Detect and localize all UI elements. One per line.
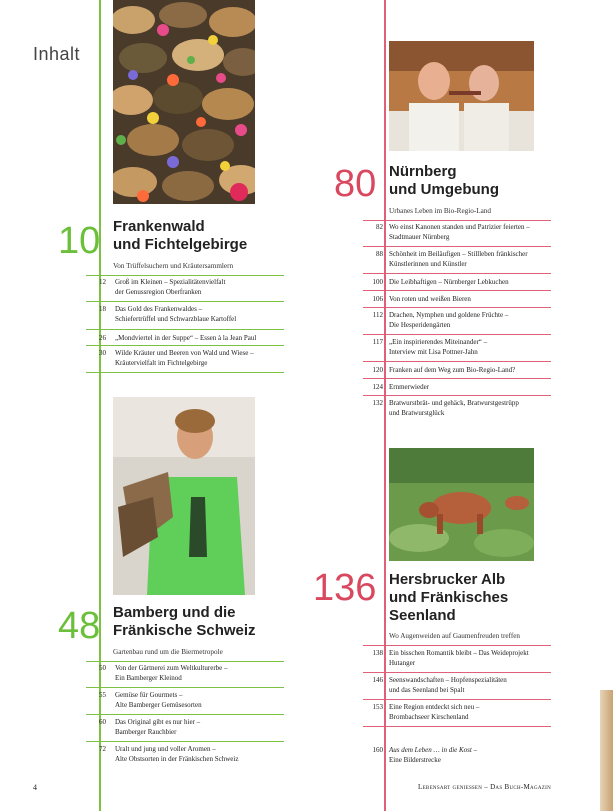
list-item: 124 Ernmerwieder xyxy=(372,383,430,391)
list-item: 138 Ein bisschen Romantik bleibt – Das Weideprojekt Hutanger xyxy=(372,649,529,667)
page-edge-decoration xyxy=(600,690,613,811)
divider xyxy=(363,290,551,291)
divider xyxy=(363,361,551,362)
list-item: 132 Bratwurstbrät- und gehäck, Bratwurstgestrüpp und Bratwurstglück xyxy=(372,399,519,417)
divider xyxy=(363,672,551,673)
section-number: 48 xyxy=(58,605,101,647)
section-subtitle: Gartenbau rund um die Biermetropole xyxy=(113,648,223,656)
section-number: 80 xyxy=(334,163,377,205)
divider xyxy=(363,726,551,727)
section-heading: Nürnberg und Umgebung xyxy=(389,163,499,198)
divider xyxy=(86,329,284,330)
divider xyxy=(86,687,284,688)
list-item: 30 Wilde Kräuter und Beeren von Wald und Wiese – Kräutervielfalt im Fichtelgebirge xyxy=(99,349,254,367)
list-item: 100 Die Leibhaftigen – Nürnberger Lebkuchen xyxy=(372,278,509,286)
divider xyxy=(363,699,551,700)
section-heading: Hersbrucker Alb und Fränkisches Seenland xyxy=(389,571,509,624)
photo-man-with-herbs xyxy=(113,397,255,595)
section-subtitle: Urbanes Leben im Bio-Regio-Land xyxy=(389,207,491,215)
list-item: 18 Das Gold des Frankenwaldes – Schiefertrüffel und Schwarzblaue Kartoffel xyxy=(99,305,237,323)
page-number: 4 xyxy=(33,783,37,792)
list-item: 153 Eine Region entdeckt sich neu – Brombachseer Kirschenland xyxy=(372,703,480,721)
column-divider-green xyxy=(99,0,101,811)
divider xyxy=(86,275,284,276)
list-item: 88 Schönheit im Beiläufigen – Stillleben fränkischer Künstlerinnen und Künstler xyxy=(376,250,528,268)
page-title: Inhalt xyxy=(33,44,81,64)
list-item: 60 Das Original gibt es nur hier – Bamberger Rauchbier xyxy=(99,718,201,736)
list-item: 55 Gemüse für Gourmets – Alte Bamberger Gemüsesorten xyxy=(99,691,202,709)
divider xyxy=(363,307,551,308)
list-item: 117 „Ein inspirierendes Miteinander“ – Interview mit Lisa Pottner-Jahn xyxy=(372,338,488,356)
section-subtitle: Von Trüffelsuchern und Kräutersammlern xyxy=(113,262,234,270)
divider xyxy=(86,714,284,715)
divider xyxy=(363,334,551,335)
list-item: 106 Von roten und weißen Bieren xyxy=(372,295,471,303)
divider xyxy=(86,661,284,662)
list-item: 112 Drachen, Nymphen und goldene Früchte – Die Hesperidengärten xyxy=(372,311,509,329)
divider xyxy=(363,273,551,274)
list-item: 160 Aus dem Leben … in die Kost – Eine Bilderstrecke xyxy=(372,746,478,764)
divider xyxy=(86,372,284,373)
section-subtitle: Wo Augenweiden auf Gaumenfreuden treffen xyxy=(389,632,521,640)
photo-cattle-on-pasture xyxy=(389,448,534,561)
photo-canapes-with-flowers xyxy=(113,0,255,204)
section-number: 136 xyxy=(313,567,377,609)
section-heading: Frankenwald und Fichtelgebirge xyxy=(113,218,248,253)
list-item: 146 Seenswandschaften – Hopfenspezialitäten und das Seenland bei Spalt xyxy=(372,676,507,694)
divider xyxy=(363,246,551,247)
section-number: 10 xyxy=(58,220,101,262)
divider xyxy=(86,741,284,742)
list-item: 50 Von der Gärtnerei zum Weltkulturerbe – Ein Bamberger Kleinod xyxy=(99,664,228,682)
section-heading: Bamberg und die Fränkische Schweiz xyxy=(113,604,256,639)
divider xyxy=(363,395,551,396)
divider xyxy=(86,301,284,302)
list-item: 12 Groß im Kleinen – Spezialitätenvielfalt der Genussregion Oberfranken xyxy=(99,278,226,296)
list-item: 82 Wo einst Kanonen standen und Patrizier feierten – Stadtmauer Nürnberg xyxy=(376,223,530,241)
divider xyxy=(363,378,551,379)
list-item: 72 Uralt und jung und voller Aromen – Alte Obstsorten in der Fränkischen Schweiz xyxy=(99,745,239,763)
list-item: 120 Franken auf dem Weg zum Bio-Regio-Land? xyxy=(372,366,516,374)
list-item: 26 „Mondviertel in der Suppe“ – Essen à la Jean Paul xyxy=(99,334,257,342)
photo-two-men-tasting xyxy=(389,41,534,151)
divider xyxy=(363,645,551,646)
divider xyxy=(363,220,551,221)
divider xyxy=(86,345,284,346)
running-title: Lebensart genießen – Das Buch-Magazin xyxy=(418,783,552,791)
